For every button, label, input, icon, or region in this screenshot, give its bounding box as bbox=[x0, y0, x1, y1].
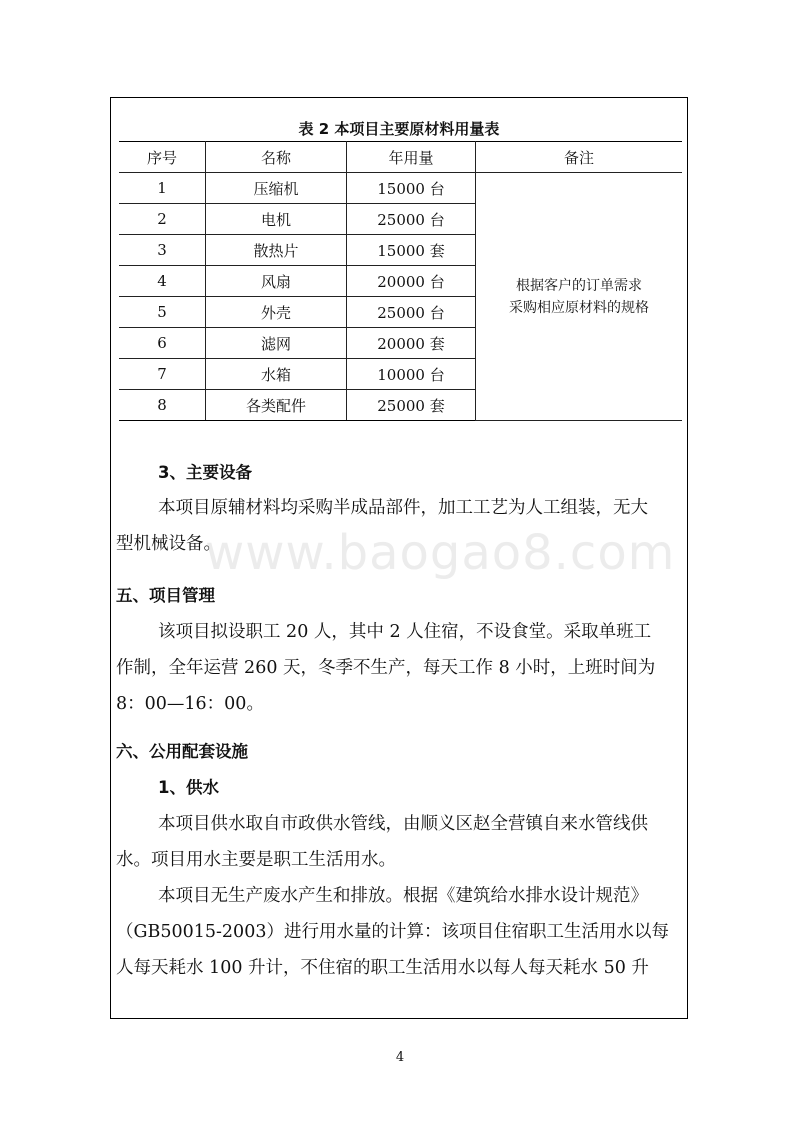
cell-no: 6 bbox=[119, 328, 206, 359]
cell-name: 电机 bbox=[206, 204, 347, 235]
cell-qty: 25000 台 bbox=[347, 297, 476, 328]
cell-name: 水箱 bbox=[206, 359, 347, 390]
cell-qty: 15000 套 bbox=[347, 235, 476, 266]
note-line-2: 采购相应原材料的规格 bbox=[509, 299, 649, 316]
cell-qty: 20000 套 bbox=[347, 328, 476, 359]
cell-name: 压缩机 bbox=[206, 173, 347, 204]
section-6-heading: 六、公用配套设施 bbox=[116, 742, 248, 761]
cell-qty: 25000 套 bbox=[347, 390, 476, 421]
paragraph-line: 本项目原辅材料均采购半成品部件，加工工艺为人工组装，无大 bbox=[158, 498, 648, 518]
cell-qty: 10000 台 bbox=[347, 359, 476, 390]
materials-table bbox=[119, 141, 682, 421]
paragraph-line: 人每天耗水 100 升计，不住宿的职工生活用水以每人每天耗水 50 升 bbox=[116, 958, 649, 978]
cell-no: 8 bbox=[119, 390, 206, 421]
note-line-1: 根据客户的订单需求 bbox=[516, 277, 642, 294]
header-no: 序号 bbox=[119, 142, 206, 173]
header-name: 名称 bbox=[206, 142, 347, 173]
cell-no: 3 bbox=[119, 235, 206, 266]
paragraph-line: 型机械设备。 bbox=[116, 534, 221, 554]
cell-name: 外壳 bbox=[206, 297, 347, 328]
cell-qty: 20000 台 bbox=[347, 266, 476, 297]
table-header-row bbox=[119, 142, 682, 173]
paragraph-line: 该项目拟设职工 20 人，其中 2 人住宿，不设食堂。采取单班工 bbox=[158, 622, 652, 642]
cell-name: 风扇 bbox=[206, 266, 347, 297]
paragraph-line: （GB50015-2003）进行用水量的计算：该项目住宿职工生活用水以每 bbox=[116, 922, 669, 942]
cell-name: 滤网 bbox=[206, 328, 347, 359]
cell-no: 7 bbox=[119, 359, 206, 390]
cell-no: 4 bbox=[119, 266, 206, 297]
paragraph-line: 作制，全年运营 260 天，冬季不生产，每天工作 8 小时，上班时间为 bbox=[116, 658, 656, 678]
table-title: 表 2 本项目主要原材料用量表 bbox=[298, 120, 500, 138]
section-5-heading: 五、项目管理 bbox=[116, 586, 215, 605]
cell-name: 各类配件 bbox=[206, 390, 347, 421]
header-note: 备注 bbox=[476, 142, 683, 173]
paragraph-line: 水。项目用水主要是职工生活用水。 bbox=[116, 850, 396, 870]
paragraph-line: 8：00—16：00。 bbox=[116, 694, 264, 714]
page-number: 4 bbox=[395, 1050, 405, 1065]
section-6-sub-heading: 1、供水 bbox=[158, 778, 219, 797]
cell-qty: 15000 台 bbox=[347, 173, 476, 204]
section-3-heading: 3、主要设备 bbox=[158, 463, 252, 482]
cell-no: 2 bbox=[119, 204, 206, 235]
cell-name: 散热片 bbox=[206, 235, 347, 266]
cell-no: 1 bbox=[119, 173, 206, 204]
cell-no: 5 bbox=[119, 297, 206, 328]
table-row bbox=[119, 173, 682, 204]
paragraph-line: 本项目无生产废水产生和排放。根据《建筑给水排水设计规范》 bbox=[158, 886, 648, 906]
watermark: www.baogao8.com bbox=[205, 525, 676, 581]
cell-qty: 25000 台 bbox=[347, 204, 476, 235]
note-cell bbox=[476, 173, 683, 421]
paragraph-line: 本项目供水取自市政供水管线，由顺义区赵全营镇自来水管线供 bbox=[158, 814, 648, 834]
header-qty: 年用量 bbox=[347, 142, 476, 173]
